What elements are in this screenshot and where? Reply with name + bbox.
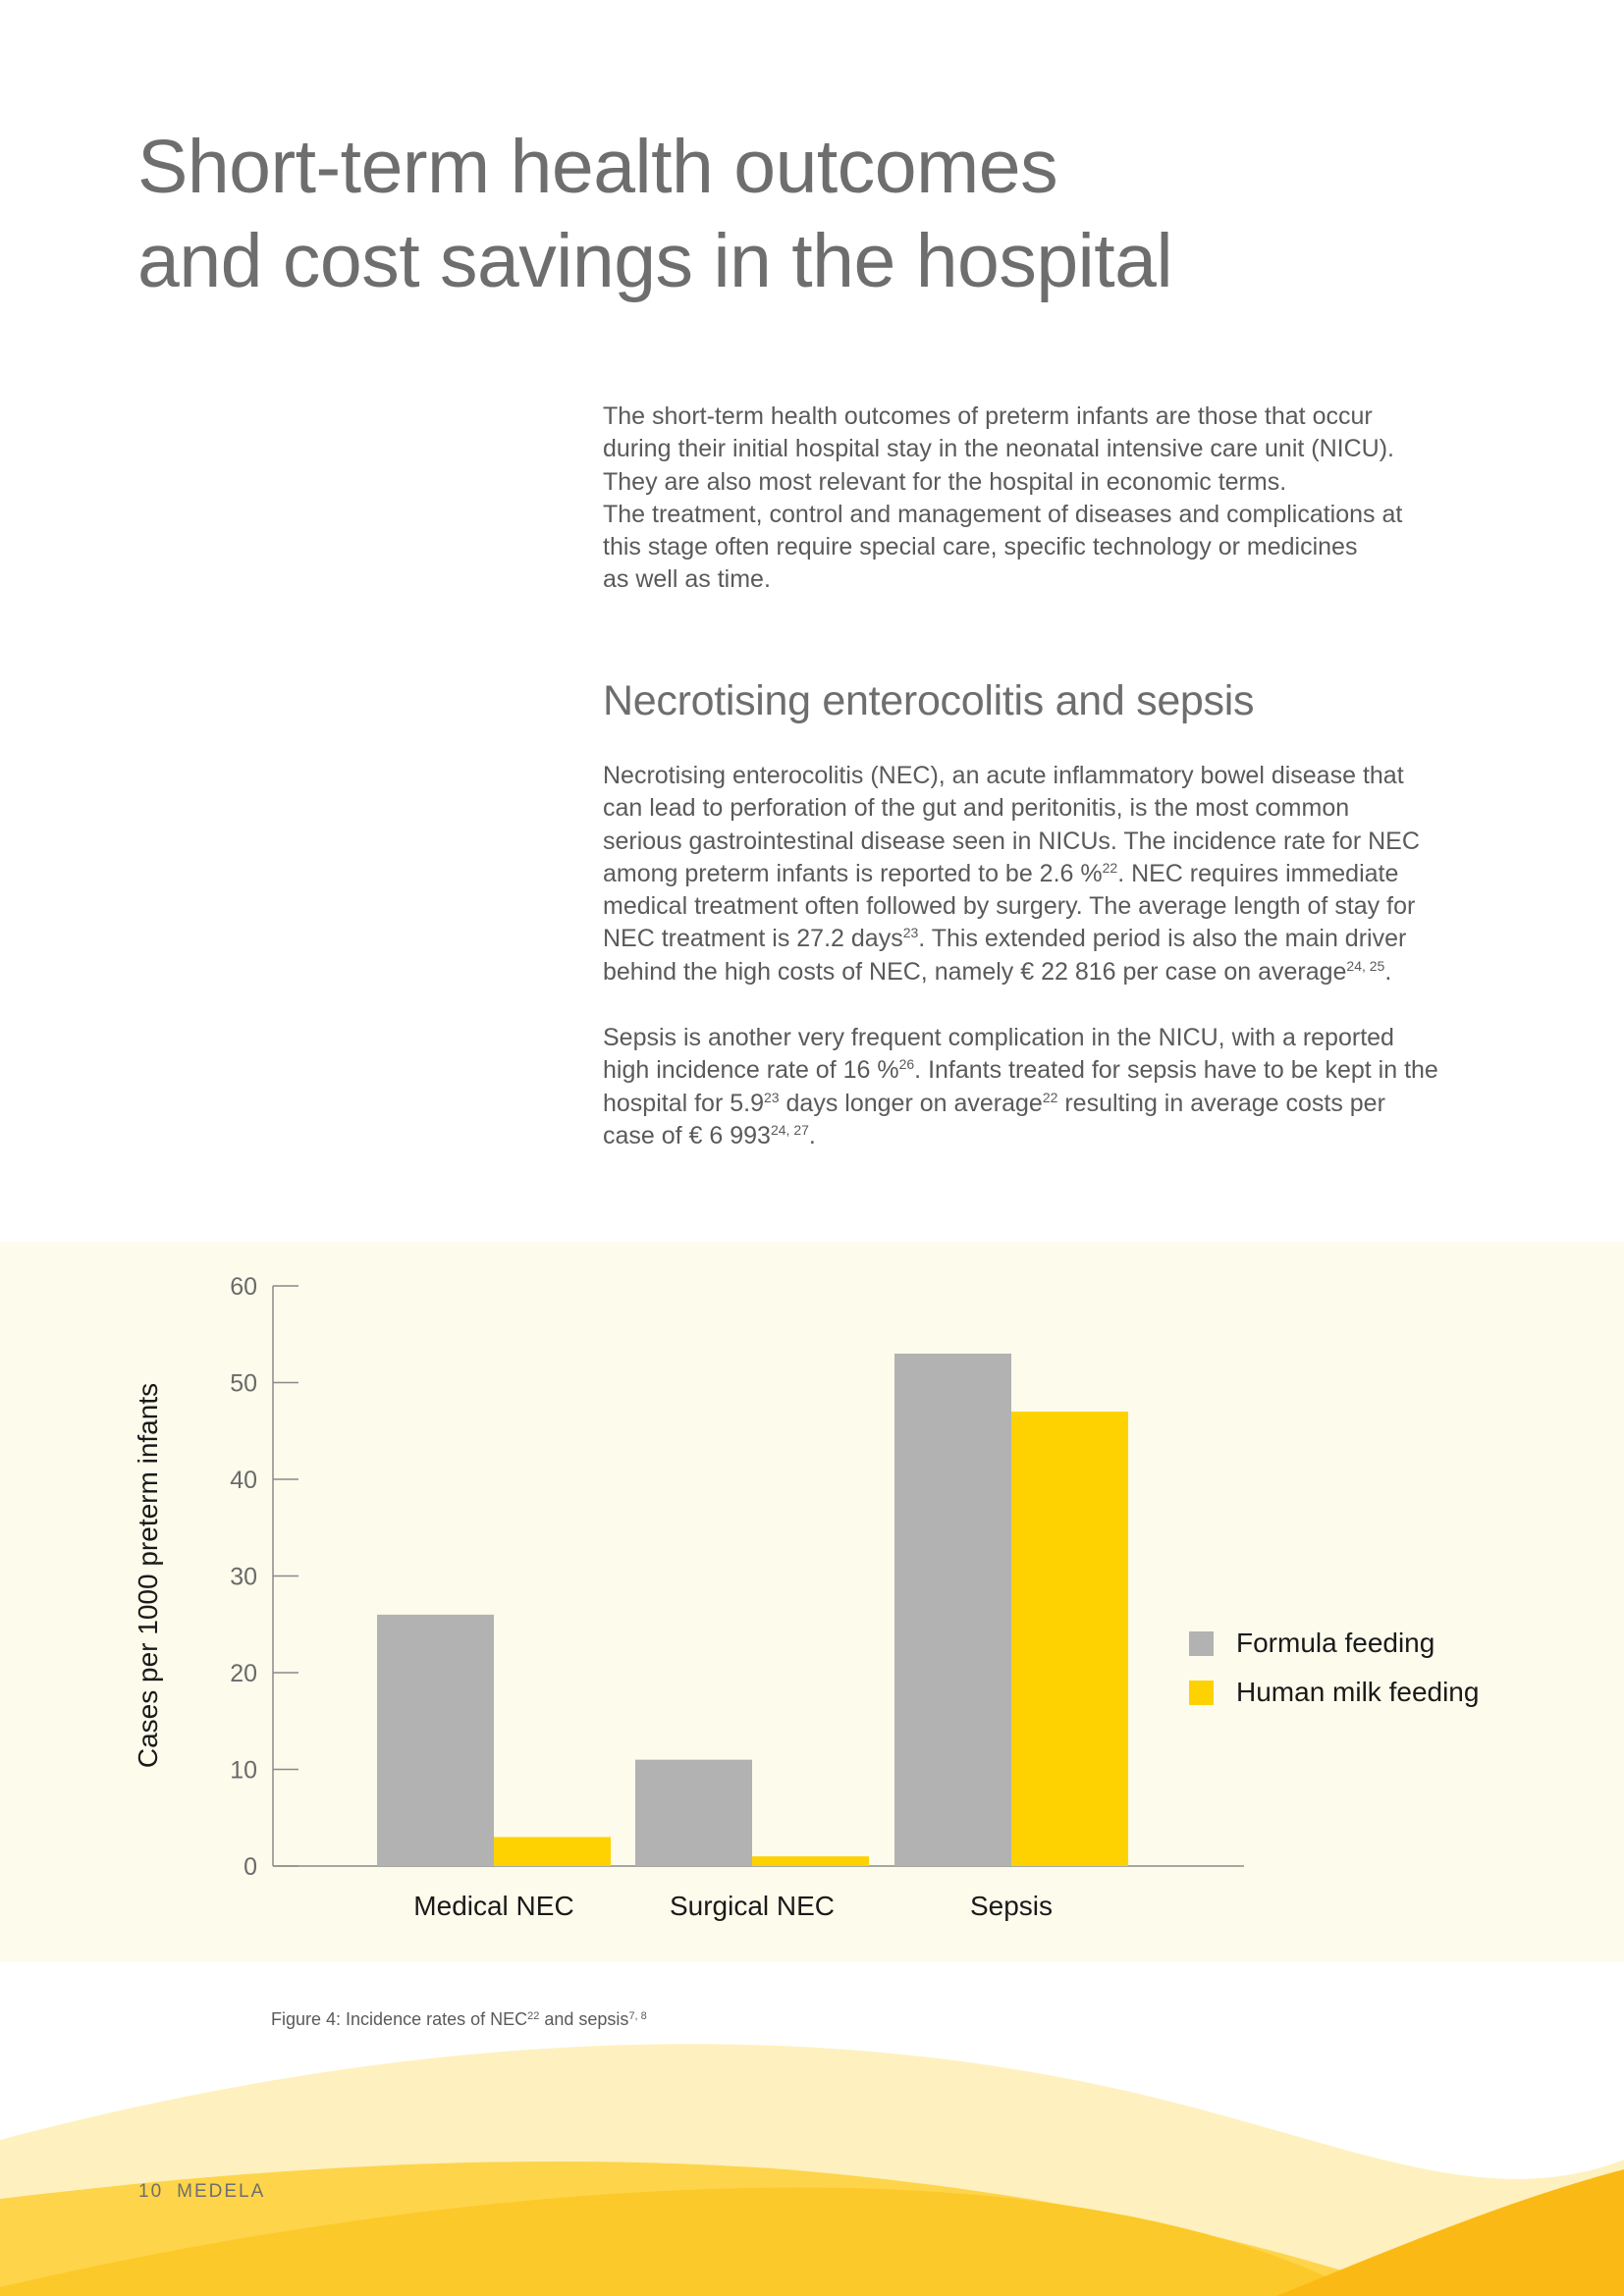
chart-panel bbox=[0, 1242, 1624, 1962]
y-tick-label: 10 bbox=[230, 1756, 257, 1785]
x-category-label: Sepsis bbox=[969, 1891, 1054, 1921]
y-tick-label: 60 bbox=[230, 1273, 257, 1301]
text-line bbox=[603, 1120, 1506, 1152]
reference-marker: 24, 25 bbox=[1346, 957, 1385, 974]
text-run: . NEC requires immediate bbox=[1117, 859, 1399, 887]
bar-formula bbox=[635, 1760, 752, 1866]
text-run: NEC treatment is 27.2 days bbox=[603, 925, 903, 953]
legend-label: Human milk feeding bbox=[1236, 1677, 1480, 1707]
bar-formula bbox=[377, 1615, 494, 1866]
bar-formula bbox=[894, 1354, 1011, 1866]
text-line bbox=[603, 1088, 1506, 1120]
intro-line: during their initial hospital stay in the neonatal intensive care unit (NICU). bbox=[603, 435, 1394, 463]
y-tick-label: 30 bbox=[230, 1563, 257, 1591]
reference-marker: 26 bbox=[898, 1056, 915, 1073]
reference-marker: 23 bbox=[902, 925, 919, 941]
y-tick-label: 20 bbox=[230, 1660, 257, 1687]
bar-human-milk bbox=[752, 1856, 869, 1866]
text-line: serious gastrointestinal disease seen in NICUs. The incidence rate for NEC bbox=[603, 827, 1420, 855]
text-run: . bbox=[1384, 957, 1392, 986]
reference-marker: 24, 27 bbox=[770, 1121, 809, 1138]
decorative-wave bbox=[0, 2022, 1624, 2296]
legend-swatch bbox=[1189, 1631, 1214, 1656]
text-line: Necrotising enterocolitis (NEC), an acute inflammatory bowel disease that bbox=[603, 762, 1404, 789]
text-line bbox=[603, 956, 1506, 988]
bar-human-milk bbox=[1011, 1412, 1128, 1866]
intro-line: The treatment, control and management of diseases and complications at bbox=[603, 500, 1403, 528]
text-line: medical treatment often followed by surgery. The average length of stay for bbox=[603, 892, 1416, 921]
page-title bbox=[137, 120, 1414, 308]
text-run: days longer on average bbox=[779, 1089, 1043, 1117]
text-run: among preterm infants is reported to be 2.6 % bbox=[603, 859, 1103, 887]
intro-paragraph bbox=[603, 400, 1506, 597]
text-run: . This extended period is also the main driver bbox=[918, 925, 1407, 953]
intro-line: The short-term health outcomes of preterm infants are those that occur bbox=[603, 402, 1373, 430]
text-line: Sepsis is another very frequent complication in the NICU, with a reported bbox=[603, 1024, 1394, 1051]
text-run: . bbox=[808, 1121, 816, 1149]
intro-line: this stage often require special care, specific technology or medicines bbox=[603, 533, 1358, 561]
caption-text: Figure 4: Incidence rates of NEC bbox=[271, 2009, 528, 2029]
y-tick-label: 40 bbox=[230, 1467, 257, 1494]
page-title-line-1: Short-term health outcomes bbox=[137, 125, 1058, 209]
caption-text: and sepsis bbox=[539, 2009, 629, 2029]
y-axis-label: Cases per 1000 preterm infants bbox=[133, 1382, 163, 1769]
text-line bbox=[603, 923, 1506, 955]
intro-line: They are also most relevant for the hospital in economic terms. bbox=[603, 467, 1287, 496]
x-category-label: Medical NEC bbox=[413, 1891, 574, 1921]
nec-paragraph bbox=[603, 760, 1506, 988]
page-footer bbox=[138, 2181, 279, 2203]
text-run: high incidence rate of 16 % bbox=[603, 1056, 899, 1085]
y-tick-label: 0 bbox=[244, 1853, 257, 1881]
bar-human-milk bbox=[494, 1837, 611, 1866]
page-title-line-2: and cost savings in the hospital bbox=[137, 219, 1173, 303]
text-run: . Infants treated for sepsis have to be kept in the bbox=[914, 1056, 1438, 1085]
legend-label: Formula feeding bbox=[1236, 1628, 1435, 1658]
text-run: hospital for 5.9 bbox=[603, 1089, 764, 1117]
text-line bbox=[603, 1054, 1506, 1087]
legend-swatch bbox=[1189, 1681, 1214, 1705]
reference-marker: 22 bbox=[527, 2010, 540, 2022]
sepsis-paragraph bbox=[603, 1022, 1506, 1152]
bar-chart bbox=[0, 1242, 1624, 1962]
text-line: can lead to perforation of the gut and peritonitis, is the most common bbox=[603, 794, 1350, 823]
reference-marker: 22 bbox=[1102, 859, 1118, 876]
text-run: case of € 6 993 bbox=[603, 1121, 771, 1149]
text-run: behind the high costs of NEC, namely € 22 816 per case on average bbox=[603, 957, 1347, 986]
section-heading: Necrotising enterocolitis and sepsis bbox=[603, 677, 1255, 724]
reference-marker: 22 bbox=[1042, 1089, 1058, 1105]
x-category-label: Surgical NEC bbox=[669, 1891, 836, 1921]
intro-line: as well as time. bbox=[603, 565, 771, 594]
reference-marker: 23 bbox=[764, 1089, 780, 1105]
brand-name: MEDELA bbox=[177, 2181, 266, 2202]
text-line bbox=[603, 858, 1506, 890]
y-tick-label: 50 bbox=[230, 1369, 257, 1398]
page-number: 10 bbox=[138, 2181, 164, 2202]
reference-marker: 7, 8 bbox=[628, 2010, 647, 2022]
text-run: resulting in average costs per bbox=[1057, 1089, 1385, 1117]
